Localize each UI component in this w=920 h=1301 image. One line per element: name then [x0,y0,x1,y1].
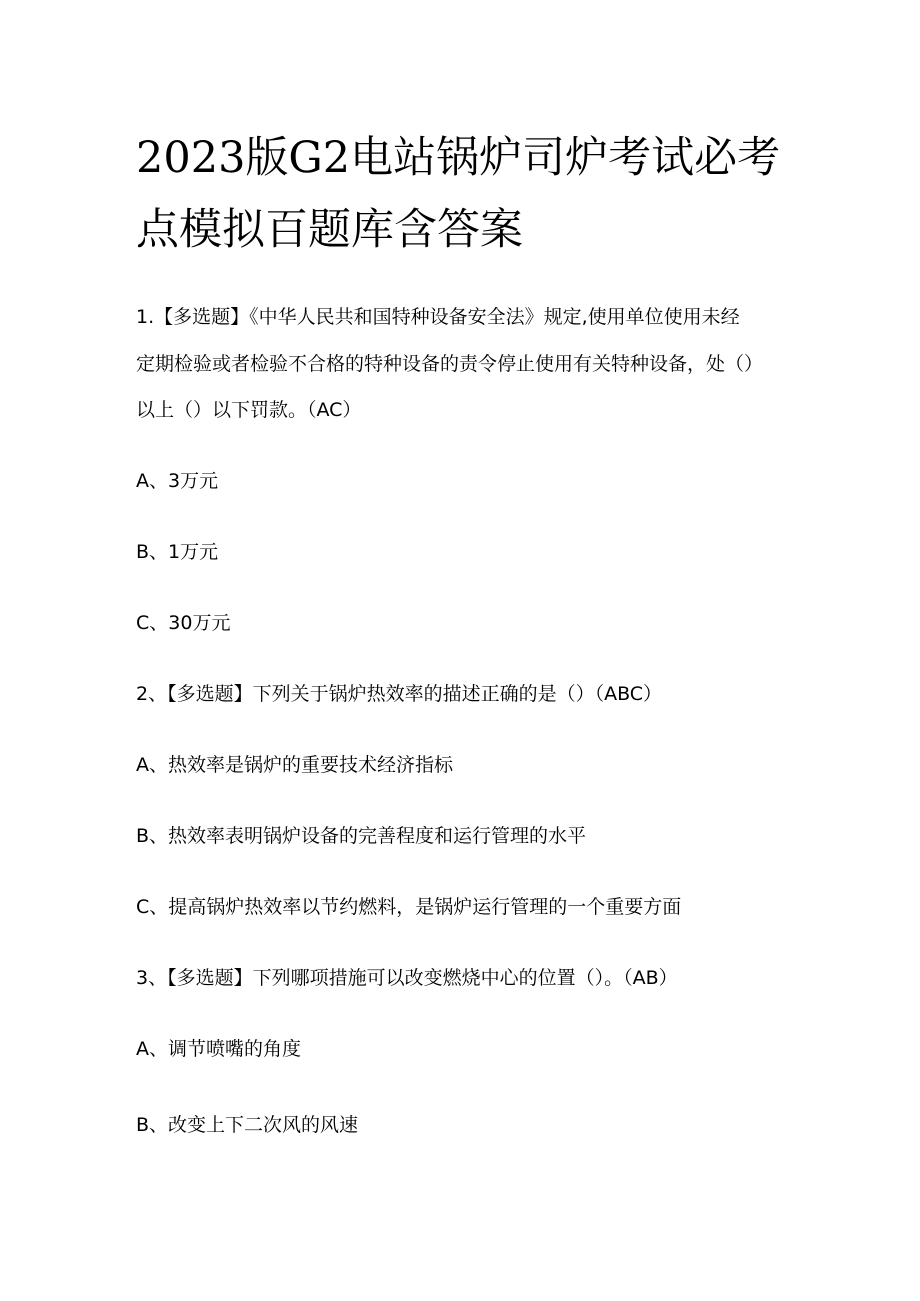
question-3-option-a: A、调节喷嘴的角度 [136,1038,301,1060]
question-1-text-line-2: 定期检验或者检验不合格的特种设备的责令停止使用有关特种设备，处（） [136,353,764,375]
document-title-line-1: 2023版G2电站锅炉司炉考试必考 [136,133,781,183]
question-1-text-line-3: 以上（）以下罚款。（AC） [136,399,362,421]
question-1-text-line-1: 1.【多选题】《中华人民共和国特种设备安全法》规定,使用单位使用未经 [136,306,740,328]
document-title-line-2: 点模拟百题库含答案 [136,205,523,255]
question-1-option-a: A、3万元 [136,470,219,492]
question-1-option-c: C、30万元 [136,612,231,634]
question-2-option-b: B、热效率表明锅炉设备的完善程度和运行管理的水平 [136,825,587,847]
question-2-text: 2、【多选题】下列关于锅炉热效率的描述正确的是（）（ABC） [136,683,663,705]
question-3-option-b: B、改变上下二次风的风速 [136,1114,359,1136]
question-2-option-c: C、提高锅炉热效率以节约燃料，是锅炉运行管理的一个重要方面 [136,896,682,918]
question-1-option-b: B、1万元 [136,541,219,563]
question-2-option-a: A、热效率是锅炉的重要技术经济指标 [136,754,453,776]
question-3-text: 3、【多选题】下列哪项措施可以改变燃烧中心的位置（）。（AB） [136,967,678,989]
